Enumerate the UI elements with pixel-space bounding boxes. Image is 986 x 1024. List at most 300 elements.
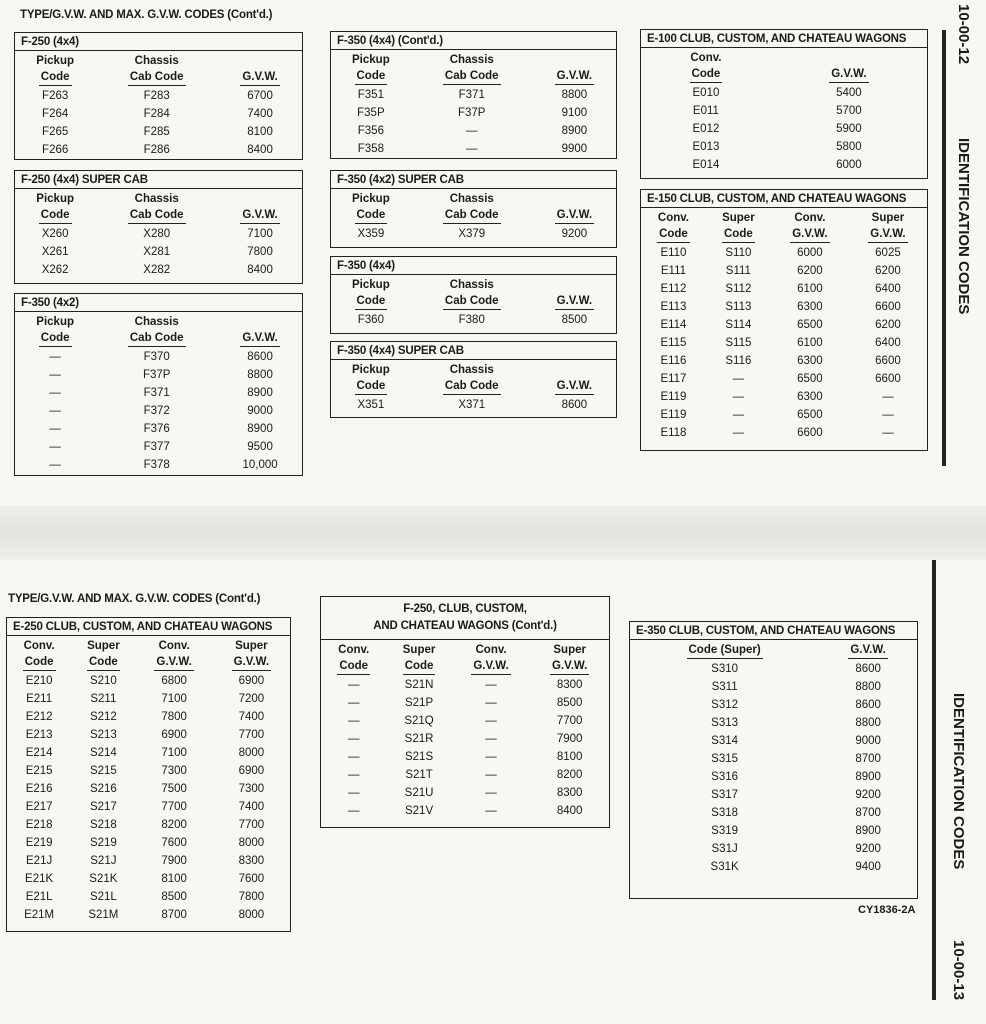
header-row <box>15 51 302 87</box>
table-cell: 6600 <box>875 355 901 367</box>
table-cell: E21K <box>25 873 54 885</box>
table-cell: S116 <box>725 355 752 367</box>
codes-table <box>321 640 609 820</box>
table-cell: F371 <box>458 89 485 101</box>
table-row <box>331 311 616 329</box>
header-row <box>331 189 616 225</box>
codes-table <box>331 189 616 243</box>
table-cell: — <box>485 697 497 709</box>
table-cell: — <box>49 405 61 417</box>
table-title: E-100 CLUB, CUSTOM, AND CHATEAU WAGONS <box>641 30 927 48</box>
table-cell: S21J <box>90 855 117 867</box>
table-cell: S21K <box>89 873 118 885</box>
column-header-line: Conv. <box>475 644 507 656</box>
table-row <box>15 438 302 456</box>
table-cell: E111 <box>660 265 687 277</box>
table-cell: E21M <box>24 909 55 921</box>
table-row <box>321 784 609 802</box>
table-cell: S21V <box>404 805 434 817</box>
table-title: F-350 (4x2) <box>15 294 302 312</box>
column-header-line: Code <box>39 70 72 86</box>
table-cell: 8800 <box>247 369 273 381</box>
code-table <box>330 341 617 418</box>
table-cell: 7700 <box>556 715 583 727</box>
table-cell: S312 <box>711 699 739 711</box>
table-cell: 8700 <box>855 753 881 765</box>
column-header-line: G.V.W. <box>240 208 279 224</box>
table-row <box>7 762 290 780</box>
table-cell: 6200 <box>875 319 901 331</box>
table-title: F-350 (4x2) SUPER CAB <box>331 171 616 189</box>
table-cell: E119 <box>660 409 687 421</box>
table-cell: 7300 <box>161 765 187 777</box>
table-cell: 7100 <box>161 693 187 705</box>
table-cell: F266 <box>42 144 69 156</box>
table-cell: 6200 <box>875 265 901 277</box>
table-row <box>641 388 927 406</box>
column-header-line: G.V.W. <box>232 655 271 671</box>
table-cell: — <box>347 697 360 709</box>
table-cell: F37P <box>142 369 171 381</box>
table-cell: 8900 <box>247 387 273 399</box>
column-header-line: Super <box>553 644 586 656</box>
column-header-line: Cab Code <box>128 208 186 224</box>
table-row <box>7 708 290 726</box>
table-cell: X351 <box>357 399 385 411</box>
table-cell: 6000 <box>836 159 862 171</box>
column-header-line: Pickup <box>352 279 390 291</box>
table-cell: 6500 <box>797 373 823 385</box>
table-row <box>630 786 917 804</box>
column-header <box>530 640 609 676</box>
table-cell: S318 <box>711 807 739 819</box>
column-header-line: Cab Code <box>443 69 501 85</box>
column-header <box>411 50 533 86</box>
column-header-line: Cab Code <box>443 294 501 310</box>
table-cell: S21U <box>404 787 434 799</box>
table-cell: S21L <box>89 891 117 903</box>
column-header-line: G.V.W. <box>555 379 594 395</box>
table-cell: X280 <box>143 228 171 240</box>
column-header-line: Pickup <box>36 193 75 205</box>
column-header-line: Cab Code <box>128 70 186 86</box>
table-cell: E011 <box>692 105 719 117</box>
table-cell: 6025 <box>875 247 901 259</box>
column-header <box>630 640 819 660</box>
header-row <box>641 208 927 244</box>
column-header-line: Code <box>23 655 56 671</box>
table-cell: 6400 <box>875 283 901 295</box>
table-cell: F37P <box>457 107 486 119</box>
page-number: 10-00-13 <box>950 940 967 1001</box>
column-header-line: G.V.W. <box>790 227 829 243</box>
column-header <box>218 312 302 348</box>
table-row <box>641 352 927 370</box>
column-header-line: Code <box>87 655 120 671</box>
table-cell: — <box>882 427 894 439</box>
table-cell: E212 <box>25 711 53 723</box>
table-cell: F376 <box>143 423 170 435</box>
column-header-line: Code <box>355 208 388 224</box>
table-cell: S211 <box>90 693 117 705</box>
header-row <box>331 50 616 86</box>
codes-table <box>15 312 302 474</box>
table-cell: S319 <box>711 825 739 837</box>
table-row <box>321 730 609 748</box>
column-header-line: Chassis <box>449 364 494 376</box>
table-cell: X282 <box>143 264 171 276</box>
table-row <box>7 906 290 924</box>
table-cell: 8200 <box>161 819 187 831</box>
column-header <box>7 636 71 672</box>
table-row <box>630 840 917 858</box>
table-cell: 6600 <box>875 301 901 313</box>
table-title: E-150 CLUB, CUSTOM, AND CHATEAU WAGONS <box>641 190 927 208</box>
table-row <box>641 406 927 424</box>
table-row <box>7 816 290 834</box>
table-cell: 7900 <box>556 733 583 745</box>
header-row <box>7 636 290 672</box>
table-cell: 8800 <box>855 681 881 693</box>
table-cell: S21P <box>404 697 434 709</box>
table-row <box>15 87 302 105</box>
column-header-line: Super <box>87 640 120 652</box>
table-row <box>7 834 290 852</box>
code-table <box>14 293 303 476</box>
table-row <box>641 334 927 352</box>
column-header-line: Conv. <box>794 212 826 224</box>
page-edge-rule <box>942 30 946 466</box>
table-row <box>641 156 927 174</box>
table-row <box>7 852 290 870</box>
code-table <box>640 29 928 179</box>
column-header <box>331 50 411 86</box>
table-cell: E21J <box>26 855 53 867</box>
table-cell: X281 <box>143 246 171 258</box>
column-header <box>15 312 95 348</box>
table-cell: F371 <box>143 387 170 399</box>
table-cell: 6400 <box>875 337 901 349</box>
table-cell: 8800 <box>855 717 881 729</box>
table-cell: — <box>882 409 894 421</box>
table-cell: S113 <box>725 301 752 313</box>
table-cell: S212 <box>89 711 117 723</box>
table-row <box>15 402 302 420</box>
column-header <box>218 51 302 87</box>
column-header <box>411 360 533 396</box>
table-cell: — <box>347 733 360 745</box>
table-cell: 8400 <box>556 805 583 817</box>
table-row <box>630 804 917 822</box>
section-label: IDENTIFICATION CODES <box>955 138 972 315</box>
table-row <box>7 690 290 708</box>
table-cell: S314 <box>711 735 739 747</box>
table-row <box>7 888 290 906</box>
header-row <box>15 189 302 225</box>
column-header <box>95 51 218 87</box>
table-cell: S311 <box>711 681 738 693</box>
column-header-line: Super <box>871 212 905 224</box>
table-cell: E114 <box>660 319 687 331</box>
column-header-line: Cab Code <box>443 379 501 395</box>
table-cell: 8900 <box>247 423 273 435</box>
wagon-table-f250 <box>320 596 610 828</box>
table-row <box>321 802 609 820</box>
column-header-line: Cab Code <box>443 208 501 224</box>
table-row <box>630 696 917 714</box>
table-cell: — <box>347 679 360 691</box>
table-cell: 7200 <box>238 693 265 705</box>
table-cell: S114 <box>725 319 752 331</box>
column-header-line: Chassis <box>449 279 494 291</box>
table-cell: 7400 <box>247 108 273 120</box>
table-cell: 6600 <box>797 427 823 439</box>
table-cell: 8000 <box>238 837 265 849</box>
table-cell: — <box>347 769 360 781</box>
table-cell: — <box>49 351 61 363</box>
table-cell: — <box>485 751 497 763</box>
table-cell: S21N <box>404 679 434 691</box>
table-row <box>321 748 609 766</box>
table-cell: F264 <box>42 108 69 120</box>
table-row <box>641 298 927 316</box>
header-row <box>15 312 302 348</box>
table-row <box>331 122 616 140</box>
table-cell: S31K <box>710 861 739 873</box>
code-table <box>629 621 918 899</box>
table-cell: 7400 <box>238 801 265 813</box>
column-header <box>533 275 616 311</box>
code-table <box>14 32 303 160</box>
table-cell: — <box>485 733 497 745</box>
column-header-line: G.V.W. <box>829 67 868 83</box>
table-cell: S21R <box>404 733 434 745</box>
page-number: 10-00-12 <box>955 4 972 65</box>
column-header-line: Pickup <box>36 316 75 328</box>
table-cell: F356 <box>357 125 384 137</box>
table-cell: S110 <box>725 247 752 259</box>
table-cell: 7300 <box>238 783 265 795</box>
column-header <box>819 640 917 660</box>
column-header-line: G.V.W. <box>555 69 594 85</box>
table-cell: E118 <box>660 427 687 439</box>
table-cell: 7700 <box>161 801 187 813</box>
table-cell: — <box>732 409 745 421</box>
table-cell: — <box>49 423 61 435</box>
column-header <box>321 640 386 676</box>
table-row <box>331 140 616 158</box>
table-cell: E116 <box>660 355 687 367</box>
table-cell: 7100 <box>161 747 187 759</box>
table-row <box>7 798 290 816</box>
table-cell: 8900 <box>561 125 588 137</box>
table-title: F-350 (4x4) <box>331 257 616 275</box>
column-header-line: Code <box>355 379 388 395</box>
table-row <box>641 102 927 120</box>
table-title: E-350 CLUB, CUSTOM, AND CHATEAU WAGONS <box>630 622 917 640</box>
codes-table <box>15 189 302 279</box>
column-header-line: Pickup <box>36 55 75 67</box>
table-title: F-350 (4x4) SUPER CAB <box>331 342 616 360</box>
table-row <box>15 348 302 366</box>
table-cell: S214 <box>89 747 117 759</box>
table-cell: — <box>732 427 745 439</box>
figure-code: CY1836-2A <box>858 904 916 916</box>
table-cell: 8500 <box>556 697 583 709</box>
table-cell: S317 <box>711 789 739 801</box>
section-label: IDENTIFICATION CODES <box>950 693 967 870</box>
table-cell: 6200 <box>797 265 823 277</box>
table-row <box>7 672 290 690</box>
table-cell: — <box>49 369 61 381</box>
header-row <box>321 640 609 676</box>
table-cell: S216 <box>89 783 117 795</box>
table-cell: 6500 <box>797 319 823 331</box>
table-cell: E012 <box>692 123 720 135</box>
table-cell: F380 <box>458 314 485 326</box>
table-row <box>331 225 616 243</box>
table-cell: E119 <box>660 391 687 403</box>
table-title-line: F-250, CLUB, CUSTOM, <box>403 603 527 615</box>
column-header <box>706 208 771 244</box>
column-header <box>533 360 616 396</box>
table-cell: S215 <box>89 765 117 777</box>
table-cell: 8400 <box>247 264 273 276</box>
table-cell: 8500 <box>561 314 588 326</box>
column-header <box>533 50 616 86</box>
table-cell: E215 <box>25 765 53 777</box>
table-title: E-250 CLUB, CUSTOM, AND CHATEAU WAGONS <box>7 618 290 636</box>
column-header <box>452 640 531 676</box>
table-row <box>641 84 927 102</box>
column-header-line: Code <box>337 659 370 675</box>
table-cell: E217 <box>25 801 53 813</box>
table-cell: 7900 <box>161 855 187 867</box>
column-header-line: Pickup <box>352 364 390 376</box>
column-header-line: Conv. <box>23 640 55 652</box>
table-cell: F284 <box>143 108 170 120</box>
table-cell: F377 <box>143 441 170 453</box>
table-cell: S21S <box>404 751 434 763</box>
table-cell: 8100 <box>161 873 187 885</box>
table-cell: E210 <box>25 675 53 687</box>
table-cell: 5400 <box>836 87 862 99</box>
table-cell: 8600 <box>855 663 881 675</box>
column-header-line: Chassis <box>134 316 179 328</box>
table-cell: — <box>732 391 745 403</box>
table-cell: 9100 <box>561 107 588 119</box>
table-cell: — <box>347 751 360 763</box>
codes-table <box>331 275 616 329</box>
table-cell: S21T <box>405 769 433 781</box>
column-header-line: Chassis <box>449 54 494 66</box>
column-header <box>641 48 771 84</box>
column-header <box>218 189 302 225</box>
column-header-line: G.V.W. <box>240 331 279 347</box>
table-cell: 5900 <box>836 123 862 135</box>
table-cell: 7600 <box>161 837 187 849</box>
table-row <box>7 744 290 762</box>
table-cell: 6900 <box>238 675 265 687</box>
header-row <box>331 275 616 311</box>
table-cell: 8200 <box>556 769 583 781</box>
table-cell: S313 <box>711 717 739 729</box>
code-table <box>330 31 617 159</box>
column-header-line: Chassis <box>134 55 179 67</box>
column-header-line: Code <box>690 67 723 83</box>
table-title <box>321 597 609 640</box>
column-header-line: G.V.W. <box>555 294 594 310</box>
table-cell: — <box>485 787 497 799</box>
table-cell: 7700 <box>238 729 265 741</box>
table-row <box>15 384 302 402</box>
table-cell: 8500 <box>161 891 187 903</box>
column-header <box>533 189 616 225</box>
table-row <box>641 138 927 156</box>
table-cell: 8000 <box>238 909 265 921</box>
table-row <box>15 141 302 159</box>
table-cell: — <box>49 459 61 471</box>
table-cell: 8300 <box>238 855 265 867</box>
table-cell: 9400 <box>855 861 881 873</box>
table-cell: X261 <box>41 246 69 258</box>
table-row <box>641 424 927 442</box>
table-cell: — <box>347 805 360 817</box>
column-header-line: Super <box>722 212 755 224</box>
table-cell: S115 <box>725 337 752 349</box>
table-cell: F358 <box>357 143 384 155</box>
table-cell: — <box>465 143 478 155</box>
column-header-line: G.V.W. <box>154 655 193 671</box>
table-cell: 8600 <box>855 699 881 711</box>
table-cell: — <box>485 805 497 817</box>
table-cell: 8000 <box>238 747 265 759</box>
table-row <box>630 678 917 696</box>
table-cell: 8600 <box>247 351 273 363</box>
table-cell: 6000 <box>797 247 823 259</box>
codes-table <box>331 360 616 414</box>
table-cell: F283 <box>143 90 170 102</box>
table-row <box>641 280 927 298</box>
table-title: F-350 (4x4) (Cont'd.) <box>331 32 616 50</box>
table-cell: S210 <box>89 675 117 687</box>
table-cell: S112 <box>725 283 752 295</box>
table-row <box>7 780 290 798</box>
table-cell: 8900 <box>855 771 881 783</box>
table-cell: E113 <box>660 301 687 313</box>
header-row <box>630 640 917 660</box>
table-cell: 7800 <box>238 891 265 903</box>
page-heading: TYPE/G.V.W. AND MAX. G.V.W. CODES (Cont'd.) <box>8 593 261 605</box>
column-header-line: G.V.W. <box>868 227 907 243</box>
column-header <box>771 208 849 244</box>
codes-table <box>331 50 616 158</box>
table-cell: — <box>485 715 497 727</box>
table-title: F-250 (4x4) <box>15 33 302 51</box>
table-row <box>15 123 302 141</box>
table-row <box>15 420 302 438</box>
table-cell: 6300 <box>797 301 823 313</box>
table-cell: X260 <box>41 228 69 240</box>
table-cell: 7800 <box>161 711 187 723</box>
column-header-line: Cab Code <box>128 331 186 347</box>
table-cell: F372 <box>143 405 170 417</box>
table-cell: S217 <box>89 801 117 813</box>
table-cell: 6100 <box>797 283 823 295</box>
table-cell: — <box>347 787 360 799</box>
table-cell: — <box>732 373 745 385</box>
column-header <box>411 189 533 225</box>
